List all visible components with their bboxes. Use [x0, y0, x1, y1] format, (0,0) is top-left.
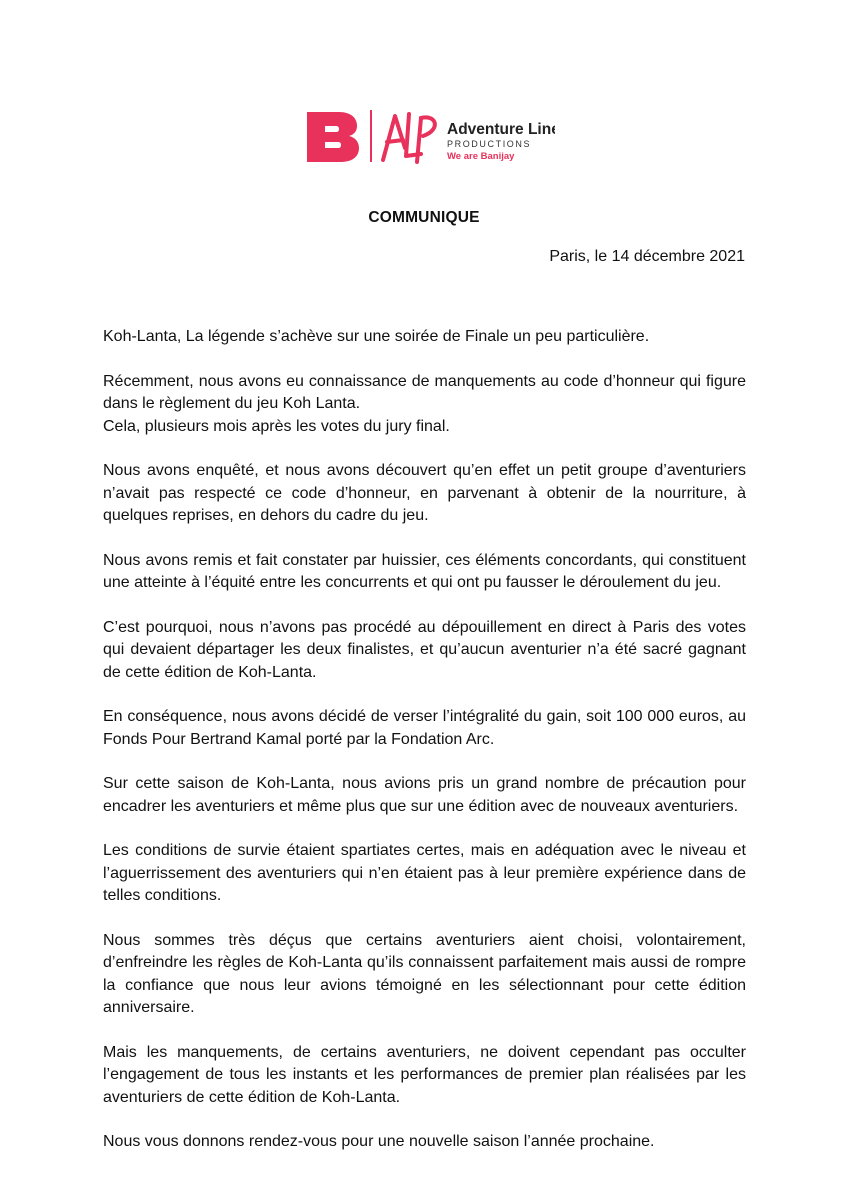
paragraph-line: Mais les manquements, de certains aventuriers, ne doivent cependant pas occulter l’engagement de tous les instants et les performances de premier plan réalisées par les aventuriers de cette édition de Koh-Lanta.	[103, 1043, 746, 1106]
paragraph	[103, 460, 746, 528]
brand-tagline: We are Banijay	[447, 151, 515, 162]
paragraph-line: En conséquence, nous avons décidé de verser l’intégralité du gain, soit 100 000 euros, au Fonds Pour Bertrand Kamal porté par la Fondation Arc.	[103, 708, 746, 748]
banijay-b-mark	[307, 112, 359, 162]
paragraph-line: Les conditions de survie étaient spartiates certes, mais en adéquation avec le niveau et l’aguerrissement des aventuriers qui n’en étaient pas à leur première expérience dans de telles conditions.	[103, 842, 746, 904]
paragraph-line: Koh-Lanta, La légende s’achève sur une soirée de Finale un peu particulière.	[103, 328, 650, 345]
date-line: Paris, le 14 décembre 2021	[549, 248, 745, 265]
paragraph	[103, 371, 746, 439]
banijay-adventure-line-logo	[305, 104, 555, 168]
document-body	[103, 326, 746, 1176]
paragraph-line: C’est pourquoi, nous n’avons pas procédé au dépouillement en direct à Paris des votes qui devaient départager les deux finalistes, et qu’aucun aventurier n’a été sacré gagnant de cette édition de Koh-Lanta.	[103, 618, 746, 681]
paragraph-line: Nous avons enquêté, et nous avons découvert qu’en effet un petit groupe d’aventuriers n’avait pas respecté ce code d’honneur, en parvenant à obtenir de la nourriture, à quelques reprises, en dehors du cadre du jeu.	[103, 462, 746, 524]
paragraph	[103, 326, 746, 349]
paragraph	[103, 1042, 746, 1110]
paragraph	[103, 550, 746, 595]
document-title: COMMUNIQUE	[368, 209, 480, 226]
company-logo	[305, 104, 555, 168]
paragraph	[103, 773, 746, 818]
paragraph	[103, 617, 746, 685]
paragraph-line: Sur cette saison de Koh-Lanta, nous avions pris un grand nombre de précaution pour encadrer les aventuriers et même plus que sur une édition avec de nouveaux aventuriers.	[103, 775, 746, 815]
logo-separator	[370, 110, 372, 162]
paragraph-line: Cela, plusieurs mois après les votes du jury final.	[103, 417, 450, 435]
paragraph	[103, 930, 746, 1020]
alp-mark	[383, 114, 435, 162]
paragraph	[103, 1131, 746, 1154]
paragraph	[103, 840, 746, 908]
paragraph-line: Nous avons remis et fait constater par huissier, ces éléments concordants, qui constituent une atteinte à l’équité entre les concurrents et qui ont pu fausser le déroulement du jeu.	[103, 551, 746, 591]
paragraph-line: Nous vous donnons rendez-vous pour une nouvelle saison l’année prochaine.	[103, 1133, 655, 1150]
brand-name: Adventure Line	[447, 121, 555, 138]
paragraph-line: Nous sommes très déçus que certains aventuriers aient choisi, volontairement, d’enfreindre les règles de Koh-Lanta qu’ils connaissent parfaitement mais aussi de rompre la confiance que nous leur avions témoigné en les sélectionnant pour cette édition anniversaire.	[103, 931, 746, 1016]
paragraph-line: Récemment, nous avons eu connaissance de manquements au code d’honneur qui figure dans le règlement du jeu Koh Lanta.	[103, 372, 746, 412]
paragraph	[103, 706, 746, 751]
brand-sub: PRODUCTIONS	[447, 139, 532, 149]
